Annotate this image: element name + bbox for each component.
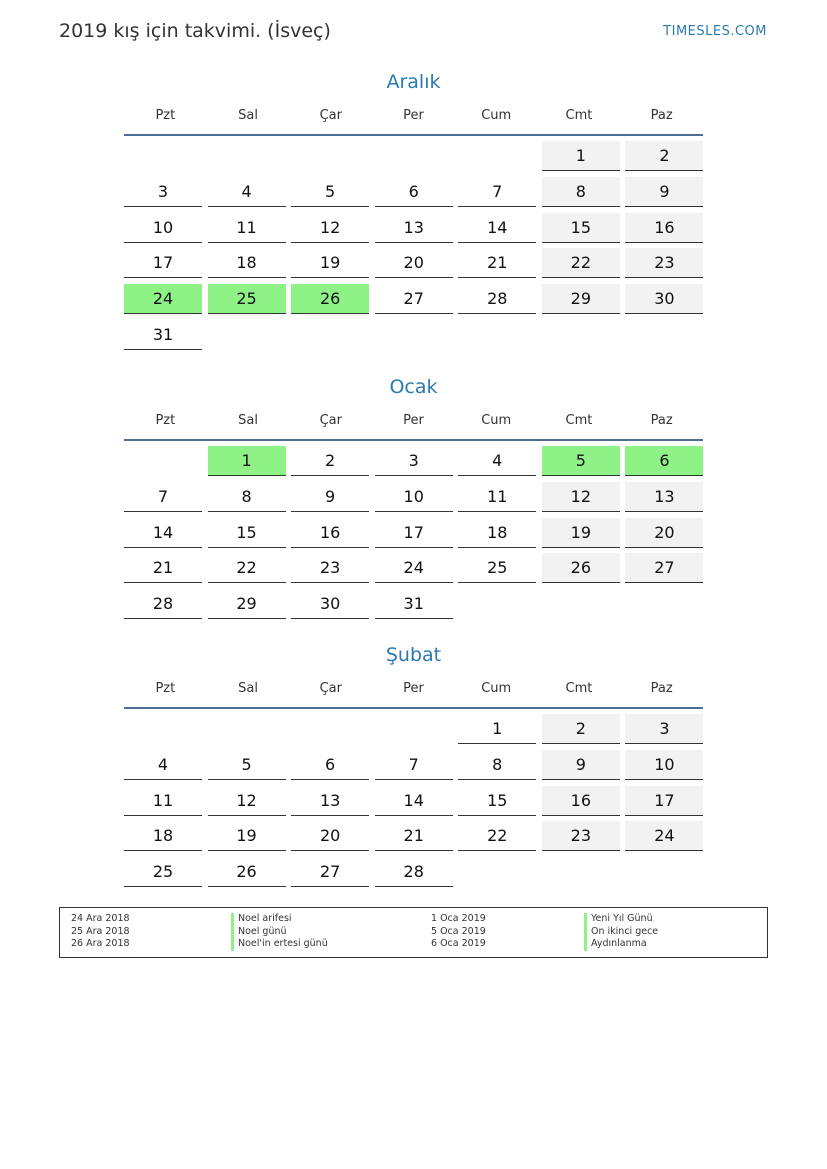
day-cell: 6 xyxy=(291,750,369,780)
day-cell: 26 xyxy=(208,857,286,887)
day-cell: 2 xyxy=(291,446,369,476)
day-cell: 18 xyxy=(124,821,202,851)
header-divider xyxy=(124,439,703,441)
day-cell: 31 xyxy=(124,320,202,350)
holiday-legend xyxy=(59,907,768,958)
weekday-label: Çar xyxy=(319,107,342,123)
page-title: 2019 kış için takvimi. (İsveç) xyxy=(59,20,331,42)
day-cell: 26 xyxy=(542,553,620,583)
weekday-label: Per xyxy=(403,107,424,123)
day-cell: 6 xyxy=(375,177,453,207)
day-cell: 8 xyxy=(458,750,536,780)
day-cell: 16 xyxy=(625,213,703,243)
legend-date: 5 Oca 2019 xyxy=(431,925,486,937)
weekday-label: Sal xyxy=(238,107,258,123)
legend-holiday-name: Aydınlanma xyxy=(584,938,658,951)
day-cell: 27 xyxy=(291,857,369,887)
day-cell: 14 xyxy=(124,518,202,548)
day-cell: 13 xyxy=(375,213,453,243)
weekday-label: Cmt xyxy=(565,107,593,123)
legend-names-right xyxy=(584,913,658,951)
weekday-label: Per xyxy=(403,680,424,696)
day-cell: 19 xyxy=(542,518,620,548)
day-cell: 12 xyxy=(291,213,369,243)
day-cell: 25 xyxy=(124,857,202,887)
day-cell: 10 xyxy=(375,482,453,512)
weekday-label: Cmt xyxy=(565,412,593,428)
day-grid xyxy=(124,141,703,356)
day-cell: 22 xyxy=(208,553,286,583)
day-cell: 20 xyxy=(291,821,369,851)
month-december xyxy=(124,68,703,356)
day-cell: 10 xyxy=(625,750,703,780)
day-cell: 24 xyxy=(625,821,703,851)
day-cell: 30 xyxy=(291,589,369,619)
weekday-label: Sal xyxy=(238,412,258,428)
weekday-label: Pzt xyxy=(155,680,176,696)
day-cell: 22 xyxy=(458,821,536,851)
day-cell: 23 xyxy=(542,821,620,851)
day-cell: 7 xyxy=(375,750,453,780)
legend-holiday-name: Yeni Yıl Günü xyxy=(584,913,658,926)
day-cell: 1 xyxy=(542,141,620,171)
day-cell: 15 xyxy=(458,786,536,816)
day-cell: 18 xyxy=(458,518,536,548)
legend-date: 6 Oca 2019 xyxy=(431,938,486,949)
day-cell: 6 xyxy=(625,446,703,476)
weekday-label: Çar xyxy=(319,412,342,428)
day-cell: 4 xyxy=(208,177,286,207)
weekday-label: Pzt xyxy=(155,412,176,428)
day-cell: 17 xyxy=(375,518,453,548)
day-cell: 12 xyxy=(542,482,620,512)
day-cell: 12 xyxy=(208,786,286,816)
month-title: Ocak xyxy=(389,376,438,398)
day-cell: 16 xyxy=(291,518,369,548)
weekday-label: Sal xyxy=(238,680,258,696)
day-grid xyxy=(124,446,703,625)
day-cell: 16 xyxy=(542,786,620,816)
day-cell: 23 xyxy=(625,248,703,278)
day-cell: 2 xyxy=(625,141,703,171)
legend-holiday-name: Noel arifesi xyxy=(231,913,328,926)
day-cell: 10 xyxy=(124,213,202,243)
day-cell: 17 xyxy=(124,248,202,278)
day-cell: 14 xyxy=(375,786,453,816)
weekday-label: Per xyxy=(403,412,424,428)
day-cell: 11 xyxy=(124,786,202,816)
day-cell: 8 xyxy=(542,177,620,207)
day-cell: 24 xyxy=(124,284,202,314)
weekday-label: Cum xyxy=(481,412,512,428)
day-cell: 28 xyxy=(124,589,202,619)
day-cell: 1 xyxy=(208,446,286,476)
weekday-header xyxy=(124,673,703,703)
day-cell: 28 xyxy=(375,857,453,887)
weekday-label: Paz xyxy=(650,680,673,696)
day-cell: 7 xyxy=(458,177,536,207)
day-cell: 3 xyxy=(375,446,453,476)
day-cell: 3 xyxy=(625,714,703,744)
day-cell: 22 xyxy=(542,248,620,278)
day-cell: 14 xyxy=(458,213,536,243)
day-cell: 24 xyxy=(375,553,453,583)
legend-date: 25 Ara 2018 xyxy=(71,925,130,937)
weekday-label: Cmt xyxy=(565,680,593,696)
day-cell: 5 xyxy=(208,750,286,780)
weekday-header xyxy=(124,100,703,130)
day-cell: 19 xyxy=(208,821,286,851)
day-cell: 4 xyxy=(458,446,536,476)
day-cell: 27 xyxy=(375,284,453,314)
day-cell: 21 xyxy=(124,553,202,583)
weekday-label: Paz xyxy=(650,107,673,123)
day-cell: 3 xyxy=(124,177,202,207)
legend-date: 1 Oca 2019 xyxy=(431,913,486,924)
day-cell: 30 xyxy=(625,284,703,314)
day-cell: 5 xyxy=(542,446,620,476)
weekday-label: Çar xyxy=(319,680,342,696)
weekday-label: Cum xyxy=(481,107,512,123)
day-cell: 18 xyxy=(208,248,286,278)
day-cell: 13 xyxy=(291,786,369,816)
weekday-label: Pzt xyxy=(155,107,176,123)
day-cell: 19 xyxy=(291,248,369,278)
weekday-label: Paz xyxy=(650,412,673,428)
header-divider xyxy=(124,707,703,709)
header-divider xyxy=(124,134,703,136)
day-cell: 25 xyxy=(208,284,286,314)
month-january xyxy=(124,373,703,625)
weekday-header xyxy=(124,405,703,435)
legend-dates-left xyxy=(71,913,130,951)
month-february xyxy=(124,641,703,893)
day-cell: 20 xyxy=(375,248,453,278)
day-cell: 29 xyxy=(542,284,620,314)
site-logo[interactable]: TIMESLES.COM xyxy=(663,24,767,39)
day-cell: 2 xyxy=(542,714,620,744)
day-cell: 7 xyxy=(124,482,202,512)
day-cell: 8 xyxy=(208,482,286,512)
legend-holiday-name: On ikinci gece xyxy=(584,926,658,939)
day-cell: 17 xyxy=(625,786,703,816)
legend-date: 24 Ara 2018 xyxy=(71,913,130,924)
day-cell: 31 xyxy=(375,589,453,619)
day-cell: 27 xyxy=(625,553,703,583)
day-cell: 26 xyxy=(291,284,369,314)
day-cell: 21 xyxy=(375,821,453,851)
day-cell: 9 xyxy=(291,482,369,512)
legend-holiday-name: Noel'in ertesi günü xyxy=(231,938,328,951)
weekday-label: Cum xyxy=(481,680,512,696)
day-cell: 11 xyxy=(458,482,536,512)
day-cell: 15 xyxy=(208,518,286,548)
day-cell: 21 xyxy=(458,248,536,278)
month-title: Aralık xyxy=(386,71,441,93)
legend-dates-right xyxy=(431,913,486,951)
day-cell: 9 xyxy=(542,750,620,780)
day-cell: 23 xyxy=(291,553,369,583)
legend-holiday-name: Noel günü xyxy=(231,926,328,939)
day-grid xyxy=(124,714,703,893)
legend-date: 26 Ara 2018 xyxy=(71,938,130,949)
day-cell: 28 xyxy=(458,284,536,314)
day-cell: 13 xyxy=(625,482,703,512)
day-cell: 29 xyxy=(208,589,286,619)
legend-names-left xyxy=(231,913,328,951)
day-cell: 4 xyxy=(124,750,202,780)
day-cell: 5 xyxy=(291,177,369,207)
day-cell: 11 xyxy=(208,213,286,243)
day-cell: 25 xyxy=(458,553,536,583)
day-cell: 9 xyxy=(625,177,703,207)
month-title: Şubat xyxy=(385,644,442,666)
day-cell: 15 xyxy=(542,213,620,243)
day-cell: 1 xyxy=(458,714,536,744)
day-cell: 20 xyxy=(625,518,703,548)
